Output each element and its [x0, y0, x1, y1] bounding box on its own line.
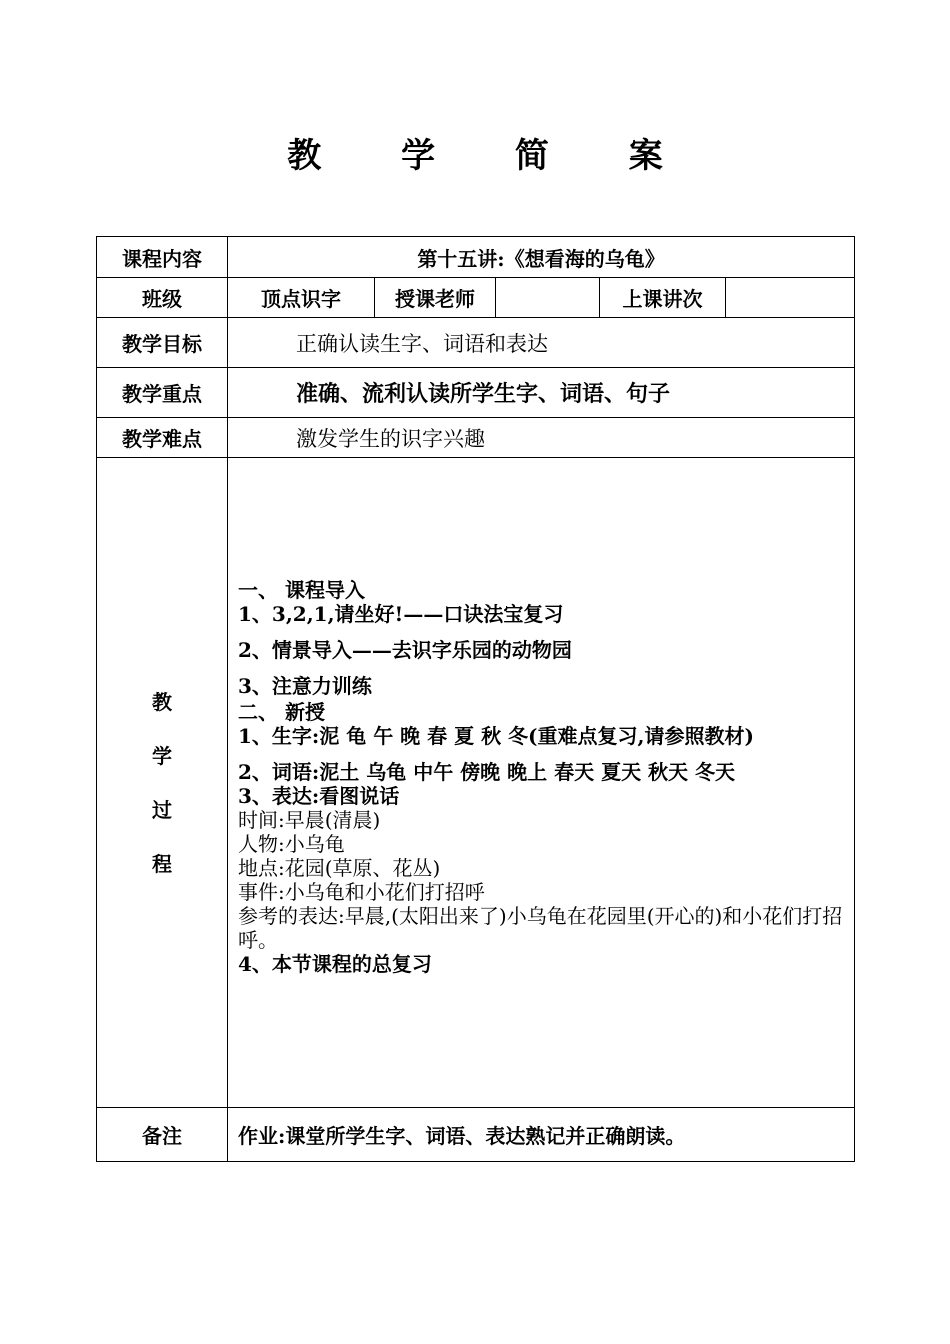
- process-line: 1、生字:泥 龟 午 晚 春 夏 秋 冬(重难点复习,请参照教材): [238, 724, 754, 748]
- goal-label: 教学目标: [97, 318, 228, 368]
- course-label: 课程内容: [97, 237, 228, 278]
- process-row: [97, 458, 855, 1108]
- process-label-char: 学: [152, 743, 172, 768]
- page-title: 教 学 简 案: [287, 136, 697, 176]
- process-label-char: 过: [152, 797, 172, 822]
- process-content: [228, 458, 855, 1108]
- class-value: 顶点识字: [228, 278, 375, 318]
- process-line: 二、 新授: [238, 700, 325, 724]
- lesson-plan-table: [96, 236, 855, 1162]
- difficulty-row: [97, 418, 855, 458]
- focus-row: [97, 368, 855, 418]
- process-label-char: 程: [152, 851, 172, 876]
- process-line: 2、情景导入——去识字乐园的动物园: [238, 638, 572, 662]
- process-label-char: 教: [152, 689, 172, 714]
- goal-value: 正确认读生字、词语和表达: [228, 318, 855, 368]
- teacher-label: 授课老师: [375, 278, 496, 318]
- process-line: 2、词语:泥土 乌龟 中午 傍晚 晚上 春天 夏天 秋天 冬天: [238, 760, 736, 784]
- process-line: 时间:早晨(清晨): [238, 808, 381, 832]
- course-row: [97, 237, 855, 278]
- class-row: [97, 278, 855, 318]
- remark-row: [97, 1108, 855, 1162]
- teacher-value: [496, 278, 600, 318]
- focus-label: 教学重点: [97, 368, 228, 418]
- lecture-value: [726, 278, 855, 318]
- process-label: [97, 458, 228, 1108]
- remark-value: 作业:课堂所学生字、词语、表达熟记并正确朗读。: [228, 1108, 855, 1162]
- goal-row: [97, 318, 855, 368]
- remark-label: 备注: [97, 1108, 228, 1162]
- focus-value: 准确、流利认读所学生字、词语、句子: [228, 368, 855, 418]
- process-line: 4、本节课程的总复习: [238, 952, 432, 976]
- process-line: 一、 课程导入: [238, 578, 365, 602]
- process-line: 事件:小乌龟和小花们打招呼: [238, 880, 485, 904]
- difficulty-label: 教学难点: [97, 418, 228, 458]
- process-line: 人物:小乌龟: [238, 832, 345, 856]
- process-line: 3、表达:看图说话: [238, 784, 400, 808]
- class-label: 班级: [97, 278, 228, 318]
- process-line: 参考的表达:早晨,(太阳出来了)小乌龟在花园里(开心的)和小花们打招呼。: [238, 904, 843, 952]
- process-line: 地点:花园(草原、花丛): [238, 856, 441, 880]
- difficulty-value: 激发学生的识字兴趣: [228, 418, 855, 458]
- lecture-label: 上课讲次: [600, 278, 726, 318]
- course-value: 第十五讲:《想看海的乌龟》: [228, 237, 855, 278]
- process-line: 3、注意力训练: [238, 674, 372, 698]
- process-line: 1、3,2,1,请坐好!——口诀法宝复习: [238, 602, 564, 626]
